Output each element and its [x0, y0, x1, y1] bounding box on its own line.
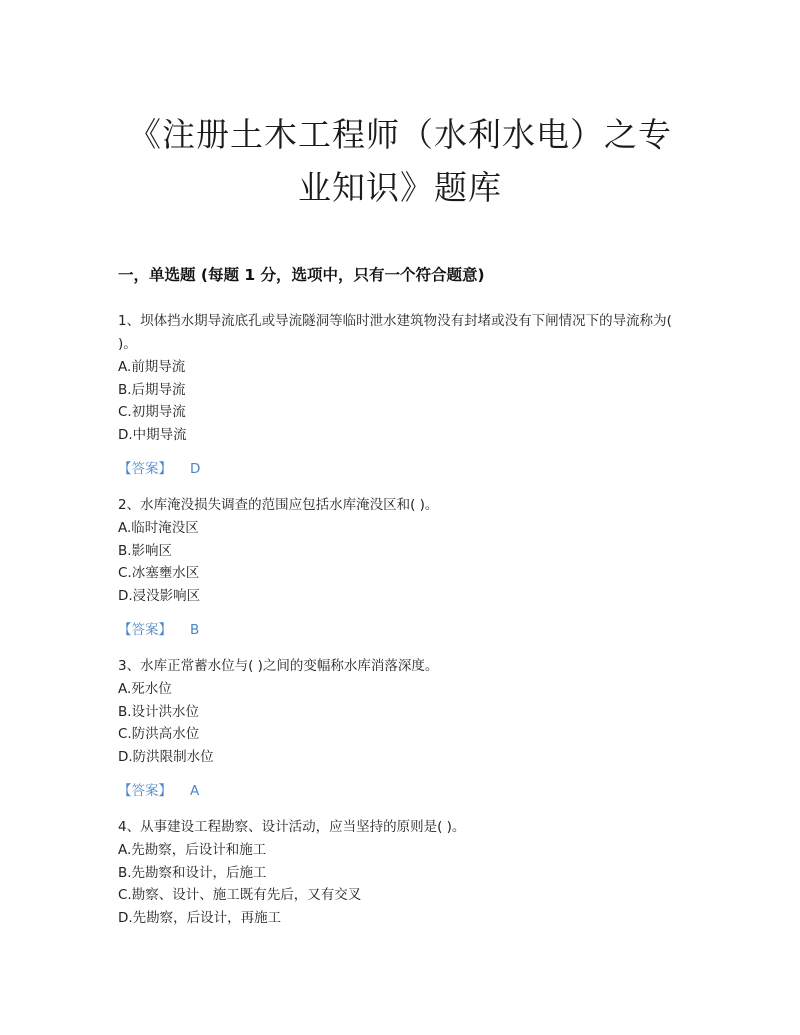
- option-b: B.影响区: [118, 542, 173, 559]
- option-list: [118, 678, 682, 768]
- question-list: [118, 310, 682, 929]
- question-text: 2、水库淹没损失调查的范围应包括水库淹没区和( )。: [118, 497, 439, 513]
- answer-value: B: [190, 622, 200, 638]
- question-text: 1、坝体挡水期导流底孔或导流隧洞等临时泄水建筑物没有封堵或没有下闸情况下的导流称为( )。: [118, 313, 672, 352]
- option-a: A.前期导流: [118, 359, 186, 375]
- answer-value: A: [190, 783, 200, 799]
- option-a: A.临时淹没区: [118, 520, 199, 536]
- answer-line: [118, 619, 682, 641]
- document-title-line-2: 业知识》题库: [298, 168, 502, 207]
- document-title: [118, 0, 682, 214]
- answer-value: D: [190, 461, 201, 477]
- option-d: D.先勘察，后设计，再施工: [118, 909, 282, 926]
- option-c: C.防洪高水位: [118, 726, 200, 742]
- option-a: A.死水位: [118, 681, 172, 697]
- option-d: D.中期导流: [118, 426, 187, 443]
- option-c: C.勘察、设计、施工既有先后，又有交叉: [118, 887, 362, 903]
- option-list: [118, 356, 682, 446]
- question-text: 4、从事建设工程勘察、设计活动，应当坚持的原则是( )。: [118, 819, 466, 835]
- question-1: [118, 310, 682, 480]
- section-title: 一，单选题 (每题 1 分，选项中，只有一个符合题意): [118, 266, 485, 284]
- answer-label: 【答案】: [118, 622, 172, 638]
- option-list: [118, 517, 682, 607]
- document-title-line-1: 《注册土木工程师（水利水电）之专: [128, 115, 672, 154]
- option-b: B.后期导流: [118, 381, 186, 398]
- option-c: C.冰塞壅水区: [118, 565, 200, 581]
- question-4: [118, 816, 682, 929]
- question-2: [118, 494, 682, 641]
- option-d: D.防洪限制水位: [118, 748, 214, 765]
- option-a: A.先勘察，后设计和施工: [118, 842, 267, 858]
- option-c: C.初期导流: [118, 404, 186, 420]
- option-d: D.浸没影响区: [118, 587, 201, 604]
- answer-label: 【答案】: [118, 783, 172, 799]
- question-3: [118, 655, 682, 802]
- answer-line: [118, 780, 682, 802]
- option-list: [118, 839, 682, 929]
- option-b: B.先勘察和设计，后施工: [118, 864, 267, 881]
- answer-line: [118, 458, 682, 480]
- question-text: 3、水库正常蓄水位与( )之间的变幅称水库消落深度。: [118, 658, 439, 674]
- option-b: B.设计洪水位: [118, 703, 200, 720]
- answer-label: 【答案】: [118, 461, 172, 477]
